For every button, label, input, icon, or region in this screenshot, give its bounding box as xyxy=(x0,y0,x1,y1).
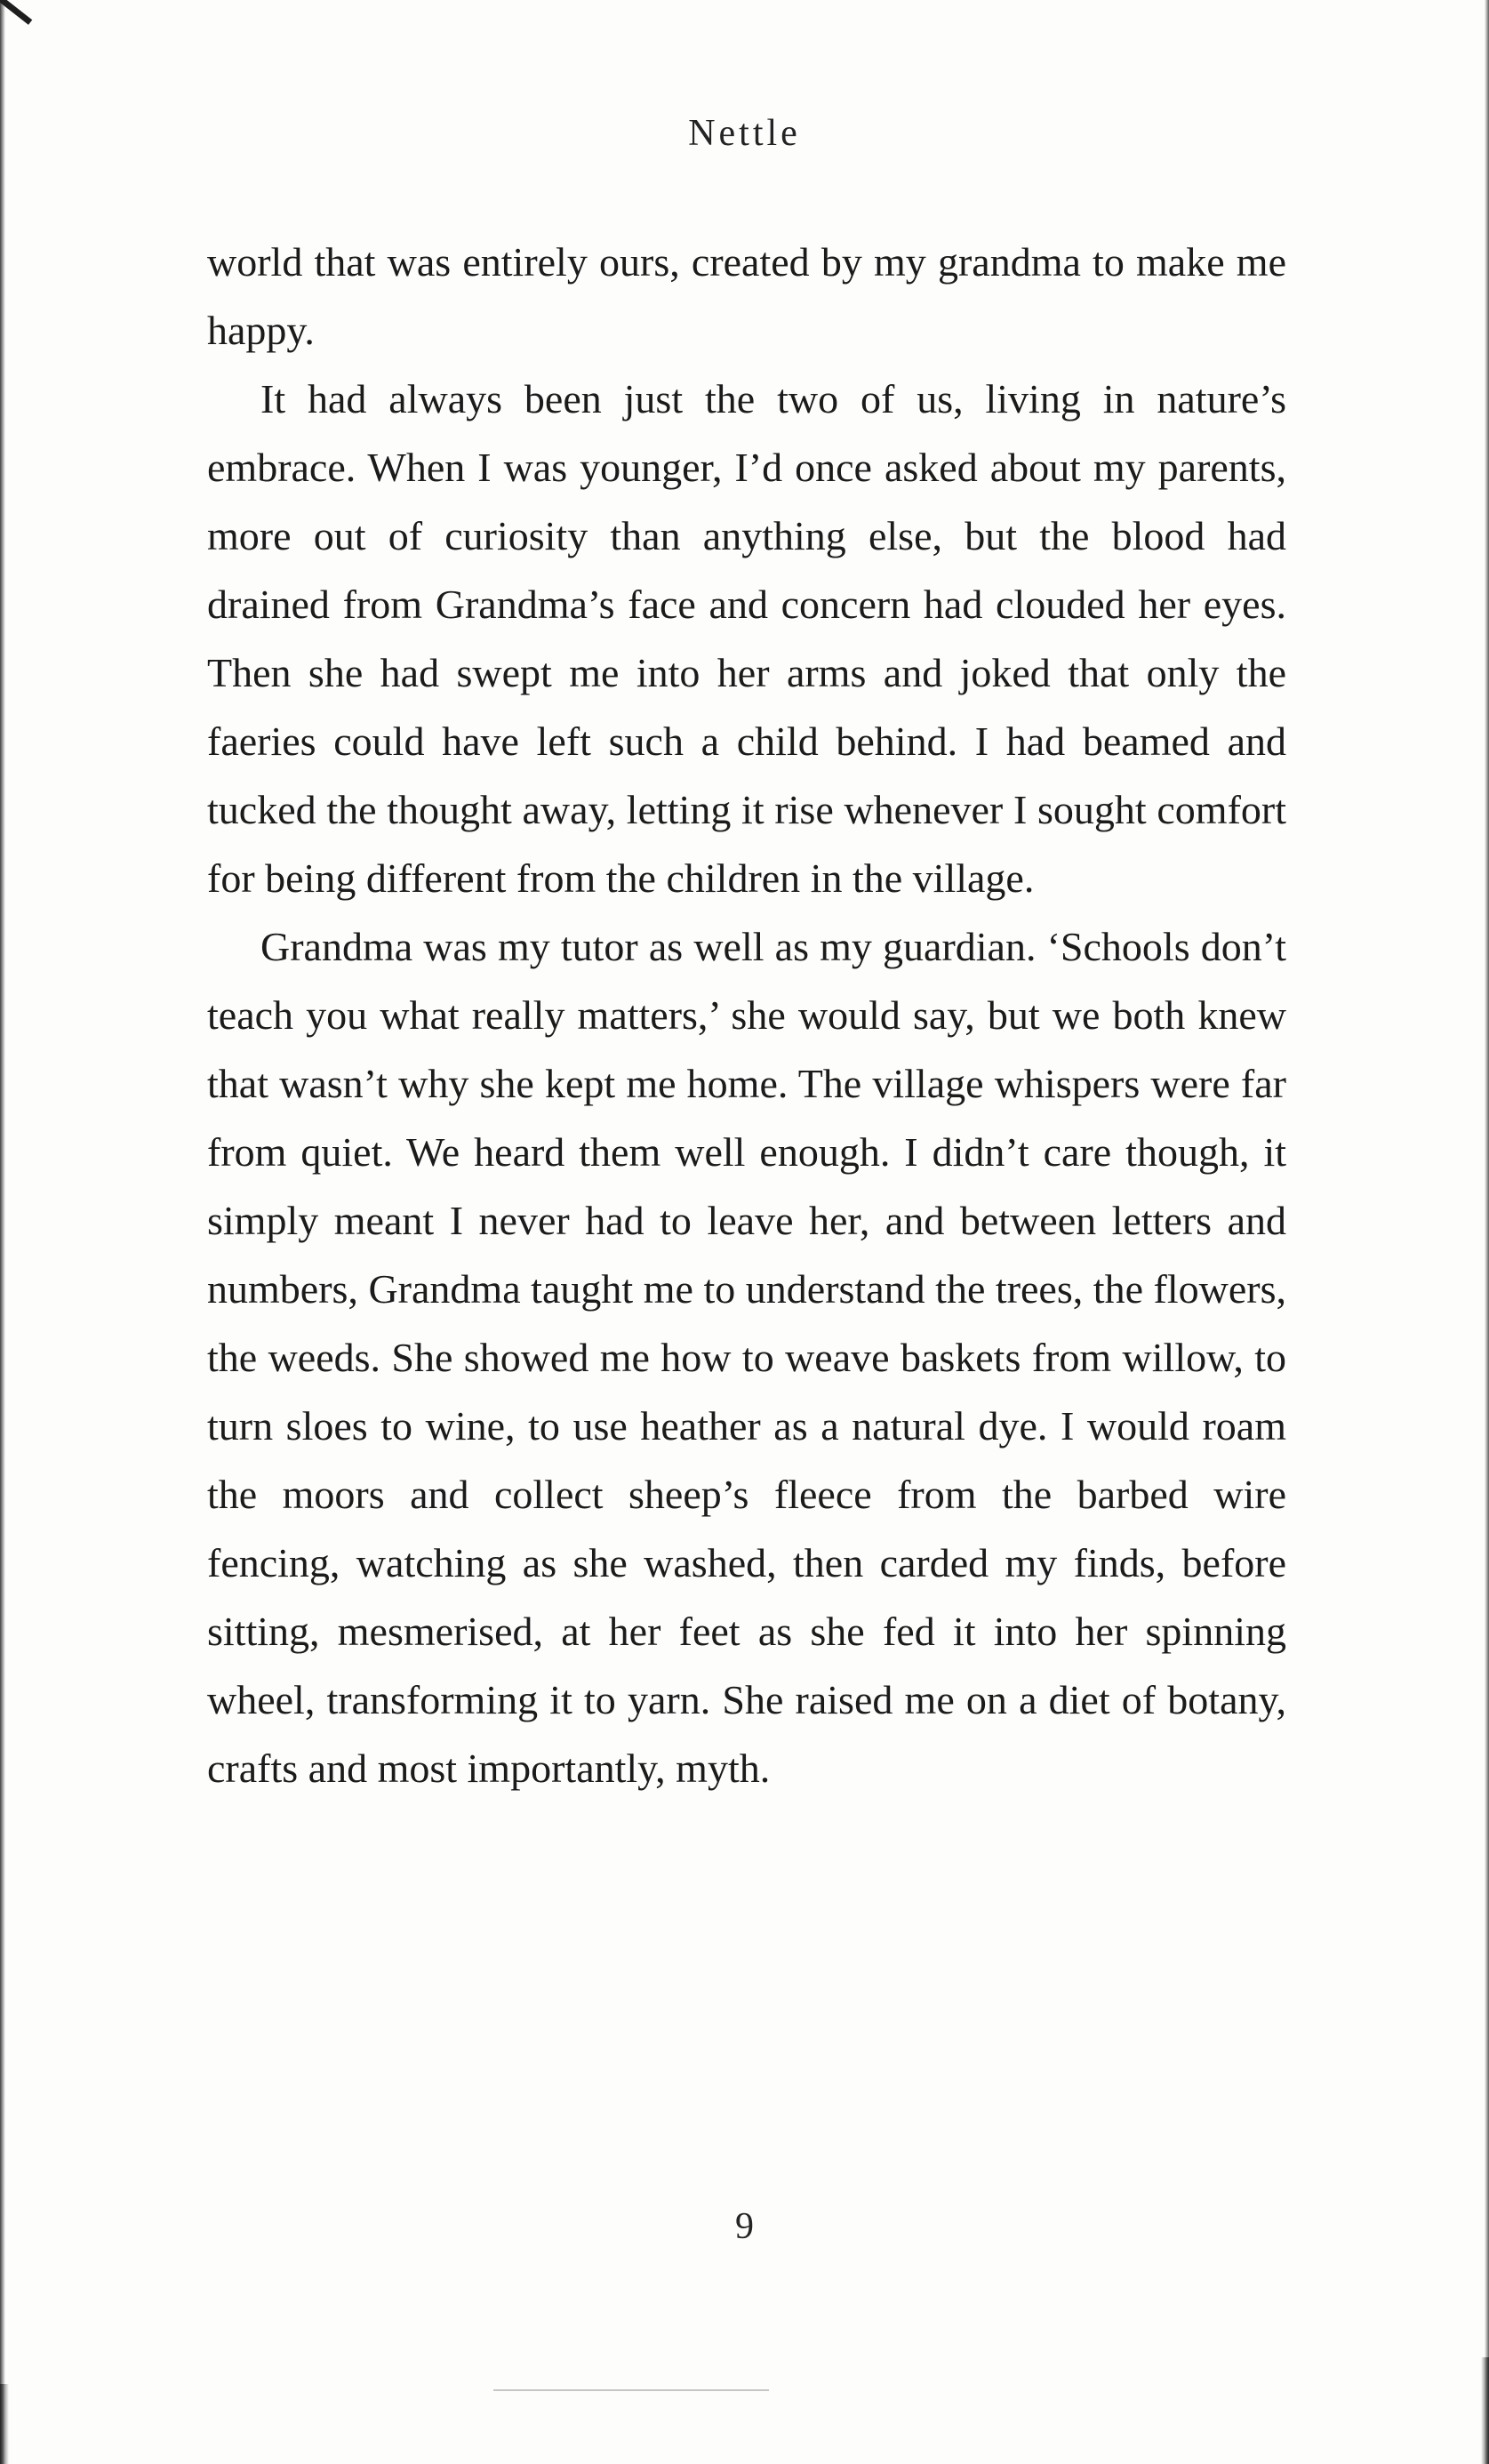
page-number: 9 xyxy=(735,2206,754,2247)
body-text xyxy=(207,228,1286,1802)
scan-edge-left-artifact xyxy=(0,0,5,2464)
paragraph: Grandma was my tutor as well as my guardian. ‘Schools don’t teach you what really matters,’ she would say, but we both knew that wasn’t why she kept me home. The village whispers were far from quiet. We heard them well enough. I didn’t care though, it simply meant I never had to leave her, and between letters and numbers, Grandma taught me to understand the trees, the flowers, the weeds. She showed me how to weave baskets from willow, to turn sloes to wine, to use heather as a natural dye. I would roam the moors and collect sheep’s fleece from the barbed wire fencing, watching as she washed, then carded my finds, before sitting, mesmerised, at her feet as she fed it into her spinning wheel, transforming it to yarn. She raised me on a diet of botany, crafts and most importantly, myth. xyxy=(207,924,1286,1791)
scan-line-bottom-artifact xyxy=(493,2389,769,2391)
paragraph: world that was entirely ours, created by my grandma to make me happy. xyxy=(207,239,1286,353)
scan-edge-right-artifact xyxy=(1485,0,1489,2464)
running-header: Nettle xyxy=(688,113,801,154)
paragraph: It had always been just the two of us, living in nature’s embrace. When I was younger, I’d once asked about my parents, more out of curiosity than anything else, but the blood had drained from Grandma’s face and concern had clouded her eyes. Then she had swept me into her arms and joked that only the faeries could have left such a child behind. I had beamed and tucked the thought away, letting it rise whenever I sought comfort for being different from the children in the village. xyxy=(207,376,1286,901)
scan-mark-bottom-right-artifact xyxy=(1481,2357,1489,2464)
scan-mark-bottom-left-artifact xyxy=(0,2384,9,2464)
